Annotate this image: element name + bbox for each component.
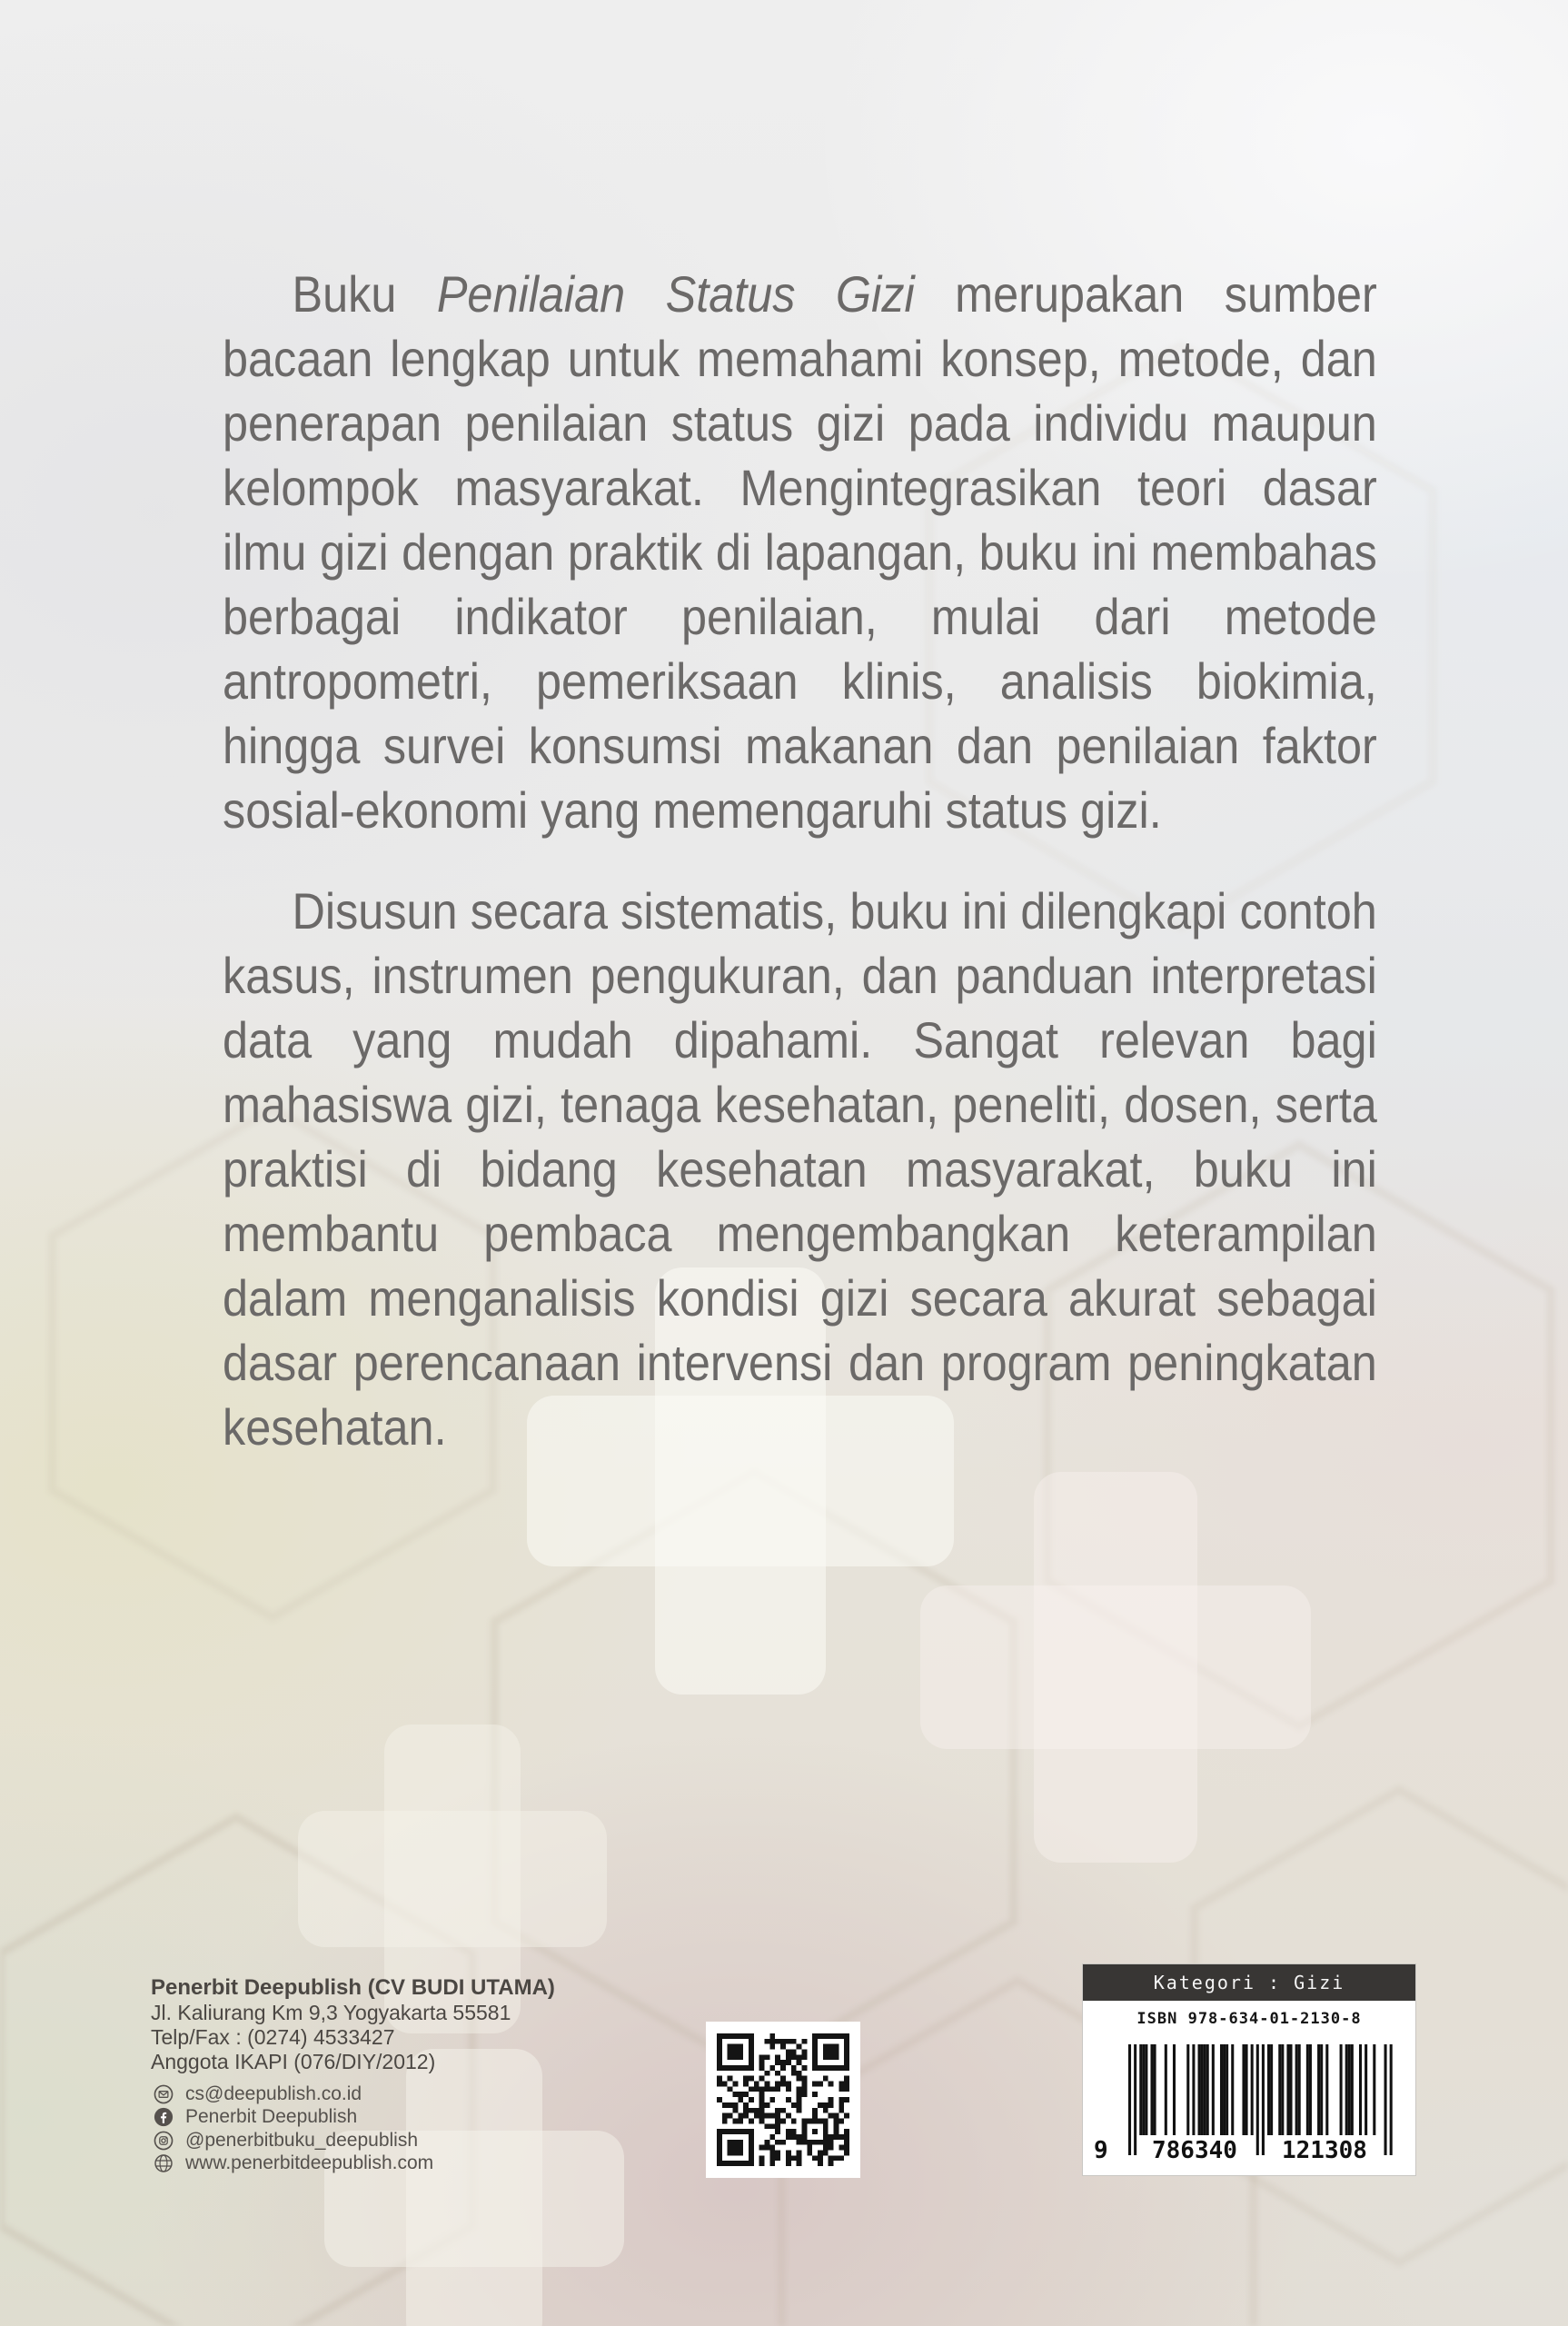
publisher-address: Jl. Kaliurang Km 9,3 Yogyakarta 55581 xyxy=(151,2001,511,2024)
contact-website xyxy=(151,2152,555,2176)
isbn-text: ISBN 978-634-01-2130-8 xyxy=(1136,2010,1362,2028)
qr-code xyxy=(706,2022,860,2178)
facebook-icon xyxy=(154,2107,174,2127)
contact-instagram-text: @penerbitbuku_deepublish xyxy=(185,2129,419,2151)
publisher-name: Penerbit Deepublish (CV BUDI UTAMA) xyxy=(151,1975,555,2000)
synopsis-text xyxy=(223,262,1377,1459)
email-icon xyxy=(154,2084,174,2104)
contact-instagram xyxy=(151,2129,555,2152)
ean-digit-lead: 9 xyxy=(1094,2137,1108,2164)
isbn-barcode-block xyxy=(1083,1964,1415,2175)
contact-facebook xyxy=(151,2106,555,2130)
contact-website-text: www.penerbitdeepublish.com xyxy=(185,2152,434,2174)
ean-digits-group2: 121308 xyxy=(1282,2137,1367,2164)
synopsis-paragraph-2: Disusun secara sistematis, buku ini dilengkapi contoh kasus, instrumen pengukuran, dan panduan interpretasi data yang mudah dipahami. Sangat relevan bagi mahasiswa gizi, tenaga kesehatan, peneliti, dosen, serta praktisi di bidang kesehatan masyarakat, buku ini membantu pembaca mengembangkan keterampilan dalam menganalisis kondisi gizi secara akurat sebagai dasar perencanaan intervensi dan program peningkatan kesehatan. xyxy=(223,882,1377,1456)
category-label: Kategori : Gizi xyxy=(1153,1972,1345,1993)
book-title: Penilaian Status Gizi xyxy=(436,265,915,323)
contact-email xyxy=(151,2082,555,2106)
contact-email-text: cs@deepublish.co.id xyxy=(185,2082,362,2104)
instagram-icon xyxy=(154,2131,174,2151)
publisher-block xyxy=(151,1975,555,2175)
publisher-phone: Telp/Fax : (0274) 4533427 xyxy=(151,2025,395,2049)
synopsis-paragraph-1: Buku Penilaian Status Gizi merupakan sumber bacaan lengkap untuk memahami konsep, metode, dan penerapan penilaian status gizi pada individu maupun kelompok masyarakat. Mengintegrasikan teori dasar ilmu gizi dengan praktik di lapangan, buku ini membahas berbagai indikator penilaian, mulai dari metode antropometri, pemeriksaan klinis, analisis biokimia, hingga survei konsumsi makanan dan penilaian faktor sosial-ekonomi yang memengaruhi status gizi. xyxy=(223,265,1377,839)
contact-facebook-text: Penerbit Deepublish xyxy=(185,2106,358,2128)
category-header xyxy=(1083,1964,1415,2001)
publisher-membership: Anggota IKAPI (076/DIY/2012) xyxy=(151,2050,436,2073)
globe-icon xyxy=(154,2153,174,2173)
ean-digits-group1: 786340 xyxy=(1152,2137,1237,2164)
publisher-contacts xyxy=(151,2082,555,2175)
ean-digits xyxy=(1083,2137,1415,2168)
